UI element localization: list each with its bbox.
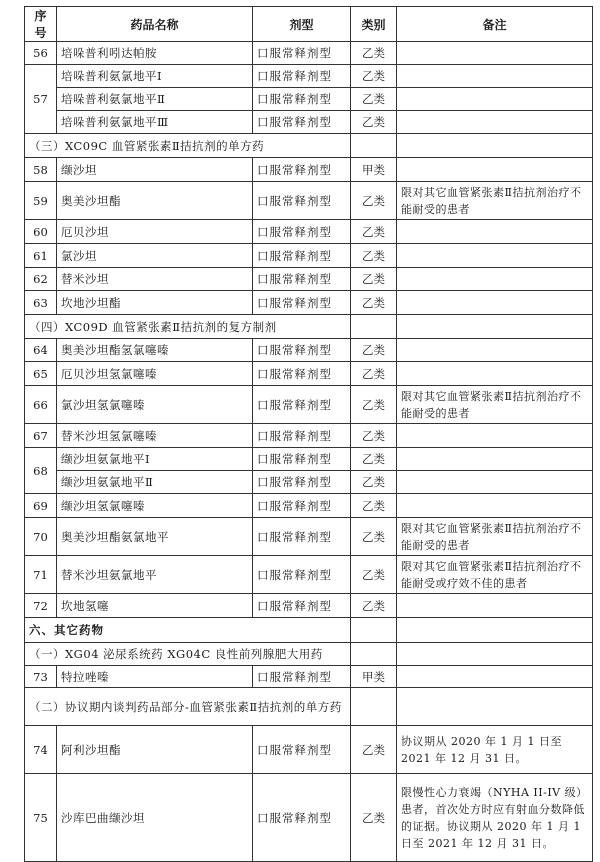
dosage-form: 口服常释剂型 (253, 666, 351, 688)
category: 乙类 (351, 556, 397, 594)
table-row (25, 386, 593, 424)
category: 乙类 (351, 220, 397, 244)
category: 乙类 (351, 291, 397, 315)
dosage-form: 口服常释剂型 (253, 594, 351, 618)
dosage-form: 口服常释剂型 (253, 448, 351, 471)
category: 乙类 (351, 268, 397, 291)
header-no: 序号 (25, 7, 57, 42)
drug-name: 培哚普利氨氯地平Ⅰ (57, 65, 253, 88)
row-number: 57 (25, 65, 57, 134)
empty-cell (397, 618, 593, 643)
dosage-form: 口服常释剂型 (253, 158, 351, 182)
remark (397, 111, 593, 134)
drug-list-document (24, 6, 592, 862)
remark: 限对其它血管紧张素Ⅱ拮抗剂治疗不能耐受的患者 (397, 386, 593, 424)
row-number: 58 (25, 158, 57, 182)
header-name: 药品名称 (57, 7, 253, 42)
table-row (25, 594, 593, 618)
category: 甲类 (351, 666, 397, 688)
table-row (25, 291, 593, 315)
table-row (25, 518, 593, 556)
table-row (25, 339, 593, 362)
drug-name: 坎地氢噻 (57, 594, 253, 618)
table-row (25, 726, 593, 774)
dosage-form: 口服常释剂型 (253, 726, 351, 774)
remark (397, 339, 593, 362)
category: 乙类 (351, 774, 397, 862)
dosage-form: 口服常释剂型 (253, 471, 351, 494)
group-heading-row (25, 618, 593, 643)
remark (397, 494, 593, 518)
dosage-form: 口服常释剂型 (253, 386, 351, 424)
drug-name: 奥美沙坦酯氨氯地平 (57, 518, 253, 556)
table-header-row (25, 7, 593, 42)
drug-name: 培哚普利吲达帕胺 (57, 42, 253, 65)
category: 乙类 (351, 471, 397, 494)
dosage-form: 口服常释剂型 (253, 65, 351, 88)
empty-cell (351, 134, 397, 158)
category: 乙类 (351, 494, 397, 518)
drug-name: 培哚普利氨氯地平Ⅱ (57, 88, 253, 111)
drug-name: 氯沙坦 (57, 244, 253, 268)
table-body (25, 42, 593, 862)
row-number: 70 (25, 518, 57, 556)
remark (397, 268, 593, 291)
table-row (25, 494, 593, 518)
drug-name: 缬沙坦氢氯噻嗪 (57, 494, 253, 518)
category: 甲类 (351, 158, 397, 182)
category: 乙类 (351, 182, 397, 220)
category: 乙类 (351, 88, 397, 111)
dosage-form: 口服常释剂型 (253, 88, 351, 111)
empty-cell (351, 688, 397, 726)
section-row (25, 688, 593, 726)
dosage-form: 口服常释剂型 (253, 556, 351, 594)
remark (397, 471, 593, 494)
drug-name: 缬沙坦氨氯地平Ⅰ (57, 448, 253, 471)
remark (397, 424, 593, 448)
table-row (25, 471, 593, 494)
row-number: 67 (25, 424, 57, 448)
remark (397, 158, 593, 182)
remark (397, 88, 593, 111)
section-title: （一）XG04 泌尿系统药 XG04C 良性前列腺肥大用药 (25, 643, 351, 666)
remark (397, 666, 593, 688)
drug-name: 奥美沙坦酯 (57, 182, 253, 220)
row-number: 74 (25, 726, 57, 774)
drug-name: 奥美沙坦酯氢氯噻嗪 (57, 339, 253, 362)
drug-name: 替米沙坦氢氯噻嗪 (57, 424, 253, 448)
section-row (25, 315, 593, 339)
row-number: 73 (25, 666, 57, 688)
section-row (25, 134, 593, 158)
header-note: 备注 (397, 7, 593, 42)
row-number: 64 (25, 339, 57, 362)
drug-name: 厄贝沙坦 (57, 220, 253, 244)
row-number: 60 (25, 220, 57, 244)
dosage-form: 口服常释剂型 (253, 518, 351, 556)
category: 乙类 (351, 244, 397, 268)
empty-cell (351, 315, 397, 339)
row-number: 61 (25, 244, 57, 268)
remark (397, 42, 593, 65)
table-row (25, 556, 593, 594)
table-row (25, 111, 593, 134)
dosage-form: 口服常释剂型 (253, 268, 351, 291)
category: 乙类 (351, 339, 397, 362)
dosage-form: 口服常释剂型 (253, 220, 351, 244)
dosage-form: 口服常释剂型 (253, 494, 351, 518)
category: 乙类 (351, 518, 397, 556)
empty-cell (397, 134, 593, 158)
remark (397, 65, 593, 88)
dosage-form: 口服常释剂型 (253, 291, 351, 315)
dosage-form: 口服常释剂型 (253, 244, 351, 268)
dosage-form: 口服常释剂型 (253, 339, 351, 362)
remark (397, 291, 593, 315)
remark: 限对其它血管紧张素Ⅱ拮抗剂治疗不能耐受或疗效不佳的患者 (397, 556, 593, 594)
category: 乙类 (351, 726, 397, 774)
table-row (25, 448, 593, 471)
category: 乙类 (351, 42, 397, 65)
table-row (25, 42, 593, 65)
table-row (25, 424, 593, 448)
remark (397, 362, 593, 386)
dosage-form: 口服常释剂型 (253, 362, 351, 386)
row-number: 62 (25, 268, 57, 291)
table-row (25, 244, 593, 268)
remark (397, 594, 593, 618)
category: 乙类 (351, 386, 397, 424)
remark (397, 220, 593, 244)
drug-name: 阿利沙坦酯 (57, 726, 253, 774)
drug-name: 氯沙坦氢氯噻嗪 (57, 386, 253, 424)
header-category: 类别 (351, 7, 397, 42)
drug-name: 沙库巴曲缬沙坦 (57, 774, 253, 862)
row-number: 59 (25, 182, 57, 220)
row-number: 75 (25, 774, 57, 862)
group-heading: 六、其它药物 (25, 618, 351, 643)
dosage-form: 口服常释剂型 (253, 182, 351, 220)
table-row (25, 158, 593, 182)
table-row (25, 362, 593, 386)
drug-name: 特拉唑嗪 (57, 666, 253, 688)
category: 乙类 (351, 424, 397, 448)
category: 乙类 (351, 111, 397, 134)
drug-name: 培哚普利氨氯地平Ⅲ (57, 111, 253, 134)
header-form: 剂型 (253, 7, 351, 42)
table-row (25, 88, 593, 111)
remark (397, 244, 593, 268)
row-number: 69 (25, 494, 57, 518)
category: 乙类 (351, 594, 397, 618)
category: 乙类 (351, 448, 397, 471)
row-number: 72 (25, 594, 57, 618)
section-title: （四）XC09D 血管紧张素Ⅱ拮抗剂的复方制剂 (25, 315, 351, 339)
drug-name: 缬沙坦氨氯地平Ⅱ (57, 471, 253, 494)
row-number: 56 (25, 42, 57, 65)
row-number: 71 (25, 556, 57, 594)
remark (397, 448, 593, 471)
empty-cell (351, 618, 397, 643)
remark: 限对其它血管紧张素Ⅱ拮抗剂治疗不能耐受的患者 (397, 182, 593, 220)
table-row (25, 65, 593, 88)
dosage-form: 口服常释剂型 (253, 424, 351, 448)
section-title: （二）协议期内谈判药品部分-血管紧张素Ⅱ拮抗剂的单方药 (25, 688, 351, 726)
drug-name: 替米沙坦氨氯地平 (57, 556, 253, 594)
category: 乙类 (351, 65, 397, 88)
remark: 限慢性心力衰竭（NYHA II-IV 级）患者，首次处方时应有射血分数降低的证据。协议期从 2020 年 1 月 1 日至 2021 年 12 月 31 日。 (397, 774, 593, 862)
row-number: 63 (25, 291, 57, 315)
remark: 协议期从 2020 年 1 月 1 日至 2021 年 12 月 31 日。 (397, 726, 593, 774)
row-number: 65 (25, 362, 57, 386)
empty-cell (397, 643, 593, 666)
table-row (25, 182, 593, 220)
drug-name: 替米沙坦 (57, 268, 253, 291)
section-title: （三）XC09C 血管紧张素Ⅱ拮抗剂的单方药 (25, 134, 351, 158)
category: 乙类 (351, 362, 397, 386)
empty-cell (351, 643, 397, 666)
drug-name: 缬沙坦 (57, 158, 253, 182)
dosage-form: 口服常释剂型 (253, 111, 351, 134)
empty-cell (397, 688, 593, 726)
table-row (25, 774, 593, 862)
remark: 限对其它血管紧张素Ⅱ拮抗剂治疗不能耐受的患者 (397, 518, 593, 556)
table-row (25, 666, 593, 688)
empty-cell (397, 315, 593, 339)
row-number: 68 (25, 448, 57, 494)
dosage-form: 口服常释剂型 (253, 774, 351, 862)
drug-name: 厄贝沙坦氢氯噻嗪 (57, 362, 253, 386)
drug-table (24, 6, 593, 862)
table-row (25, 220, 593, 244)
row-number: 66 (25, 386, 57, 424)
table-row (25, 268, 593, 291)
drug-name: 坎地沙坦酯 (57, 291, 253, 315)
section-row (25, 643, 593, 666)
dosage-form: 口服常释剂型 (253, 42, 351, 65)
